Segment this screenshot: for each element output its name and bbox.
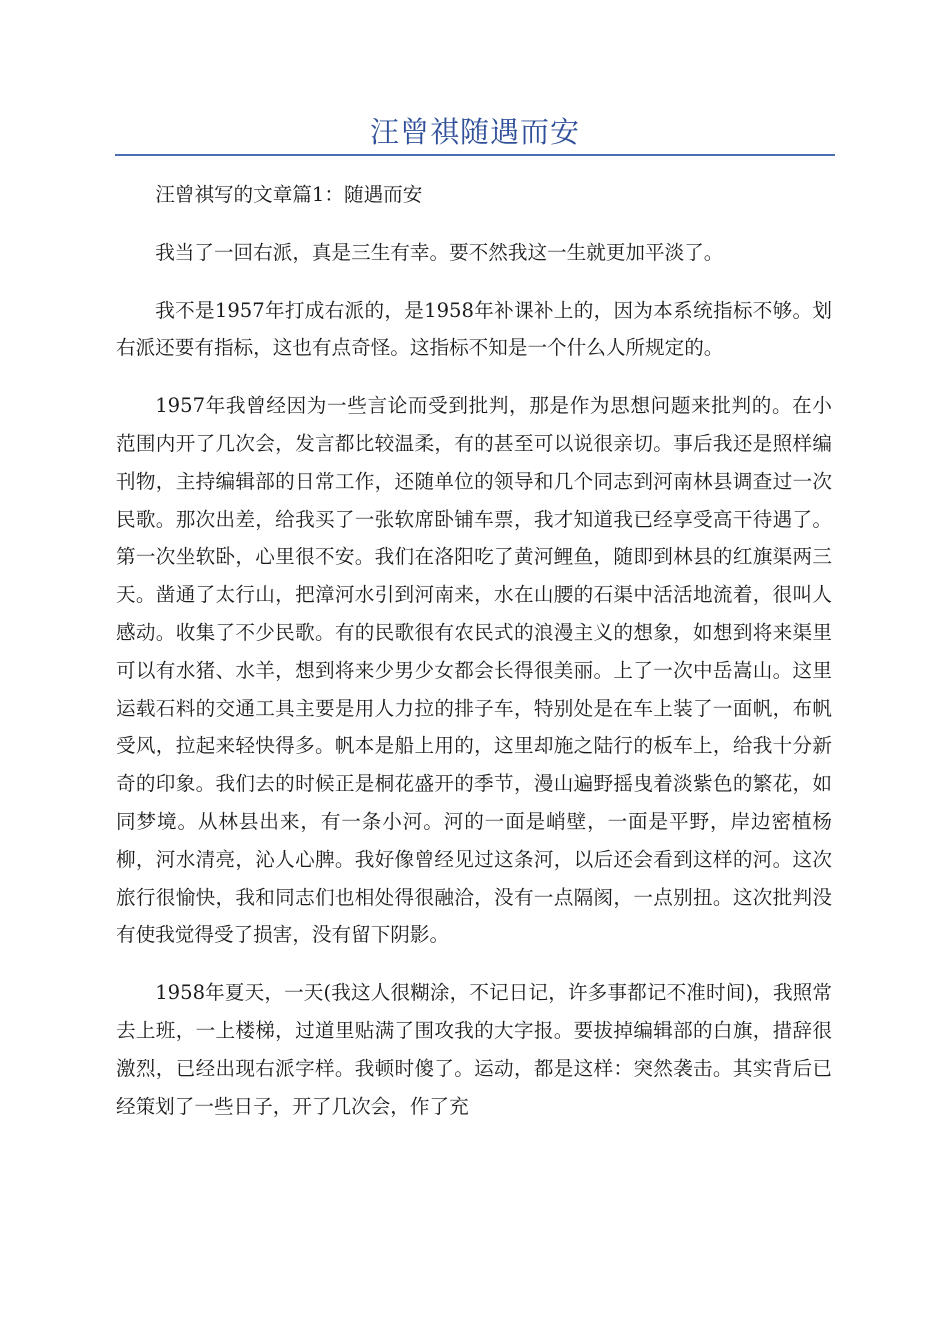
document-body (116, 176, 832, 1145)
paragraph: 我当了一回右派，真是三生有幸。要不然我这一生就更加平淡了。 (155, 240, 724, 264)
paragraph: 1957年我曾经因为一些言论而受到批判，那是作为思想问题来批判的。在小范围内开了几次会，发言都比较温柔，有的甚至可以说很亲切。事后我还是照样编刊物，主持编辑部的日常工作，还随单位的领导和几个同志到河南林县调查过一次民歌。那次出差，给我买了一张软席卧铺车票，我才知道我已经享受高干待遇了。第一次坐软卧，心里很不安。我们在洛阳吃了黄河鲤鱼，随即到林县的红旗渠两三天。凿通了太行山，把漳河水引到河南来，水在山腰的石渠中活活地流着，很叫人感动。收集了不少民歌。有的民歌很有农民式的浪漫主义的想象，如想到将来渠里可以有水猪、水羊，想到将来少男少女都会长得很美丽。上了一次中岳嵩山。这里运载石料的交通工具主要是用人力拉的排子车，特别处是在车上装了一面帆，布帆受风，拉起来轻快得多。帆本是船上用的，这里却施之陆行的板车上，给我十分新奇的印象。我们去的时候正是桐花盛开的季节，漫山遍野摇曳着淡紫色的繁花，如同梦境。从林县出来，有一条小河。河的一面是峭壁，一面是平野，岸边密植杨柳，河水清亮，沁人心脾。我好像曾经见过这条河，以后还会看到这样的河。这次旅行很愉快，我和同志们也相处得很融洽，没有一点隔阂，一点别扭。这次批判没有使我觉得受了损害，没有留下阴影。 (116, 394, 832, 947)
paragraph: 我不是1957年打成右派的，是1958年补课补上的，因为本系统指标不够。划右派还要有指标，这也有点奇怪。这指标不知是一个什么人所规定的。 (116, 298, 832, 360)
paragraph: 1958年夏天，一天(我这人很糊涂，不记日记，许多事都记不准时间)，我照常去上班，一上楼梯，过道里贴满了围攻我的大字报。要拔掉编辑部的白旗，措辞很激烈，已经出现右派字样。我顿时傻了。运动，都是这样：突然袭击。其实背后已经策划了一些日子，开了几次会，作了充 (116, 981, 832, 1118)
paragraph-heading: 汪曾祺写的文章篇1：随遇而安 (155, 183, 423, 206)
title-underline (115, 154, 835, 156)
document-title: 汪曾祺随遇而安 (369, 115, 580, 149)
